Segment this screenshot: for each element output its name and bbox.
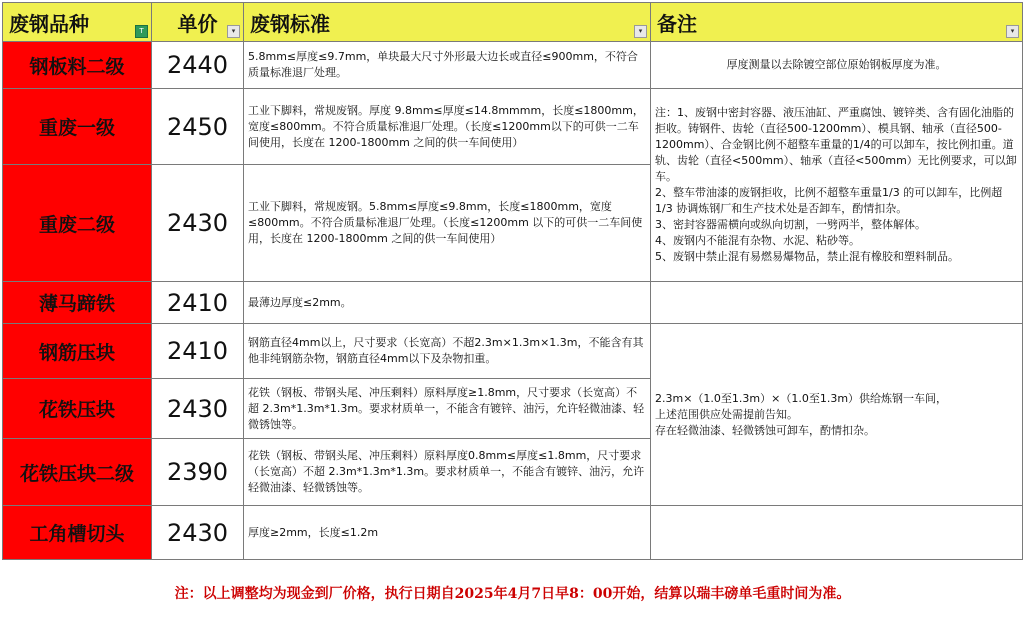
standard-cell[interactable]: 钢筋直径4mm以上，尺寸要求（长宽高）不超2.3m×1.3m×1.3m，不能含有其他非纯钢筋杂物，钢筋直径4mm以下及杂物扣重。 (244, 324, 651, 379)
scrap-price-table (2, 2, 1023, 626)
header-price-label: 单价 (177, 11, 218, 36)
table-row (3, 282, 1023, 324)
header-price (152, 3, 244, 42)
category-cell[interactable]: 钢筋压块 (3, 324, 152, 379)
header-remark-label: 备注 (657, 11, 697, 36)
header-remark (651, 3, 1023, 42)
filter-dropdown-icon[interactable]: ▾ (227, 25, 240, 38)
standard-cell[interactable]: 工业下脚料，常规废钢。厚度 9.8mm≤厚度≤14.8mmmm，长度≤1800mm，宽度≤800mm。不符合质量标准退厂处理。（长度≤1200mm以下的可供一二车间使用，长度在 1200-1800mm 之间的供一车间使用） (244, 89, 651, 165)
standard-cell[interactable]: 最薄边厚度≤2mm。 (244, 282, 651, 324)
standard-cell[interactable]: 花铁（钢板、带钢头尾、冲压剩料）原料厚度0.8mm≤厚度≤1.8mm，尺寸要求（长宽高）不超 2.3m*1.3m*1.3m。要求材质单一，不能含有镀锌、油污，允许轻微油漆、轻微锈蚀等。 (244, 439, 651, 506)
category-cell[interactable]: 钢板料二级 (3, 42, 152, 89)
header-category (3, 3, 152, 42)
price-cell[interactable]: 2450 (152, 89, 244, 165)
category-cell[interactable]: 薄马蹄铁 (3, 282, 152, 324)
category-cell[interactable]: 重废二级 (3, 165, 152, 282)
price-cell[interactable]: 2430 (152, 165, 244, 282)
remark-cell[interactable]: 厚度测量以去除镀空部位原始钢板厚度为准。 (651, 42, 1023, 89)
header-row (3, 3, 1023, 42)
category-cell[interactable]: 花铁压块二级 (3, 439, 152, 506)
price-cell[interactable]: 2390 (152, 439, 244, 506)
table-row (3, 324, 1023, 379)
price-cell[interactable]: 2440 (152, 42, 244, 89)
category-cell[interactable]: 花铁压块 (3, 379, 152, 439)
footer-row (3, 560, 1023, 627)
footer-note: 注：以上调整均为现金到厂价格，执行日期自2025年4月7日早8：00开始，结算以瑞丰磅单毛重时间为准。 (3, 560, 1023, 627)
price-cell[interactable]: 2430 (152, 506, 244, 560)
category-cell[interactable]: 工角槽切头 (3, 506, 152, 560)
header-category-label: 废钢品种 (9, 11, 89, 36)
table-row (3, 506, 1023, 560)
header-standard (244, 3, 651, 42)
standard-cell[interactable]: 厚度≥2mm，长度≤1.2m (244, 506, 651, 560)
table-row (3, 42, 1023, 89)
remark-cell-empty[interactable] (651, 282, 1023, 324)
price-cell[interactable]: 2410 (152, 282, 244, 324)
header-standard-label: 废钢标准 (250, 11, 330, 36)
remark-cell[interactable]: 注：1、废钢中密封容器、液压油缸、严重腐蚀、镀锌类、含有固化油脂的拒收。铸钢件、齿轮（直径500-1200mm）、模具钢、轴承（直径500-1200mm）、合金钢比例不超整车重量的1/4的可以卸车，按比例扣重。道轨、齿轮（直径<500mm）、轴承（直径<500mm）无比例要求，可以卸车。 2、整车带油漆的废钢拒收，比例不超整车重量1/3 的可以卸车，比例超1/3 协调炼钢厂和生产技术处是否卸车，酌情扣杂。 3、密封容器需横向或纵向切割，一劈两半，整体解体。 4、废钢内不能混有杂物、水泥、粘砂等。 5、废钢中禁止混有易燃易爆物品，禁止混有橡胶和塑料制品。 (651, 89, 1023, 282)
price-cell[interactable]: 2430 (152, 379, 244, 439)
filter-dropdown-icon[interactable]: T (135, 25, 148, 38)
filter-dropdown-icon[interactable]: ▾ (634, 25, 647, 38)
standard-cell[interactable]: 花铁（钢板、带钢头尾、冲压剩料）原料厚度≥1.8mm，尺寸要求（长宽高）不超 2.3m*1.3m*1.3m。要求材质单一，不能含有镀锌、油污，允许轻微油漆、轻微锈蚀等。 (244, 379, 651, 439)
remark-cell-empty[interactable] (651, 506, 1023, 560)
price-cell[interactable]: 2410 (152, 324, 244, 379)
standard-cell[interactable]: 5.8mm≤厚度≤9.7mm，单块最大尺寸外形最大边长或直径≤900mm，不符合质量标准退厂处理。 (244, 42, 651, 89)
table-row (3, 89, 1023, 165)
remark-cell[interactable]: 2.3m×（1.0至1.3m）×（1.0至1.3m）供给炼钢一车间， 上述范围供应处需提前告知。 存在轻微油漆、轻微锈蚀可卸车，酌情扣杂。 (651, 324, 1023, 506)
category-cell[interactable]: 重废一级 (3, 89, 152, 165)
filter-dropdown-icon[interactable]: ▾ (1006, 25, 1019, 38)
standard-cell[interactable]: 工业下脚料，常规废钢。5.8mm≤厚度≤9.8mm，长度≤1800mm，宽度≤800mm。不符合质量标准退厂处理。（长度≤1200mm 以下的可供一二车间使用，长度在 1200-1800mm 之间的供一车间使用） (244, 165, 651, 282)
